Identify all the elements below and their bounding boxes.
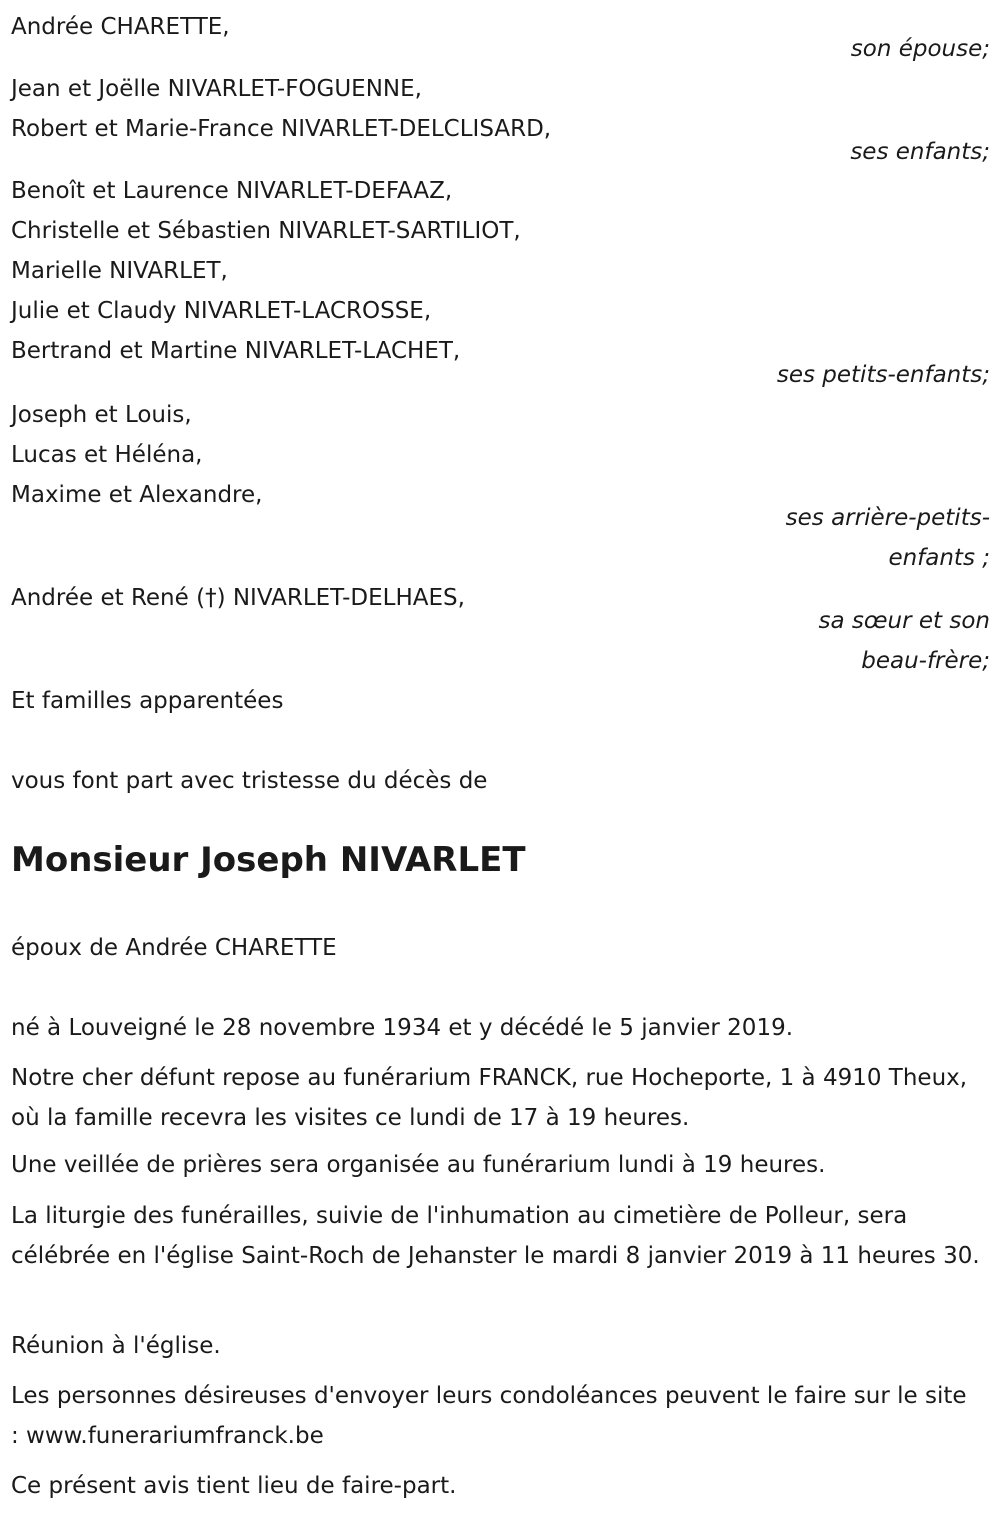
relation-label: enfants ; bbox=[888, 545, 990, 571]
relation-label: ses petits-enfants; bbox=[776, 362, 990, 388]
family-name: Christelle et Sébastien NIVARLET-SARTILIOT, bbox=[11, 218, 521, 244]
spouse-text: époux de Andrée CHARETTE bbox=[11, 935, 337, 961]
relation-label: sa sœur et son bbox=[818, 608, 990, 634]
relation-label: beau-frère; bbox=[861, 648, 990, 674]
family-name: Bertrand et Martine NIVARLET-LACHET, bbox=[11, 338, 461, 364]
paragraph-birth: né à Louveigné le 28 novembre 1934 et y décédé le 5 janvier 2019. bbox=[11, 1015, 794, 1041]
family-name: Lucas et Héléna, bbox=[11, 442, 203, 468]
family-name: Benoît et Laurence NIVARLET-DEFAAZ, bbox=[11, 178, 453, 204]
relation-label: ses enfants; bbox=[850, 139, 990, 165]
family-name: Robert et Marie-France NIVARLET-DELCLISARD, bbox=[11, 116, 552, 142]
paragraph-notice: Ce présent avis tient lieu de faire-part. bbox=[11, 1473, 457, 1499]
paragraph-condolences: Les personnes désireuses d'envoyer leurs condoléances peuvent le faire sur le site : www.funerariumfranck.be bbox=[11, 1383, 967, 1449]
paragraph-visitation: Notre cher défunt repose au funérarium FRANCK, rue Hocheporte, 1 à 4910 Theux, où la famille recevra les visites ce lundi de 17 à 19 heures. bbox=[11, 1065, 968, 1131]
relation-label: son épouse; bbox=[850, 36, 990, 62]
deceased-name: Monsieur Joseph NIVARLET bbox=[11, 840, 526, 880]
paragraph-funeral: La liturgie des funérailles, suivie de l'inhumation au cimetière de Polleur, sera célébrée en l'église Saint-Roch de Jehanster le mardi 8 janvier 2019 à 11 heures 30. bbox=[11, 1203, 980, 1269]
intro-text: vous font part avec tristesse du décès de bbox=[11, 768, 488, 794]
paragraph-meeting: Réunion à l'église. bbox=[11, 1333, 221, 1359]
family-name: Maxime et Alexandre, bbox=[11, 482, 263, 508]
family-name: Joseph et Louis, bbox=[11, 402, 192, 428]
family-name: Andrée CHARETTE, bbox=[11, 14, 230, 40]
families-text: Et familles apparentées bbox=[11, 688, 284, 714]
relation-label: ses arrière-petits- bbox=[785, 505, 990, 531]
family-name: Julie et Claudy NIVARLET-LACROSSE, bbox=[11, 298, 432, 324]
family-name: Andrée et René (†) NIVARLET-DELHAES, bbox=[11, 585, 465, 611]
family-name: Marielle NIVARLET, bbox=[11, 258, 228, 284]
family-name: Jean et Joëlle NIVARLET-FOGUENNE, bbox=[11, 76, 422, 102]
paragraph-vigil: Une veillée de prières sera organisée au funérarium lundi à 19 heures. bbox=[11, 1152, 826, 1178]
